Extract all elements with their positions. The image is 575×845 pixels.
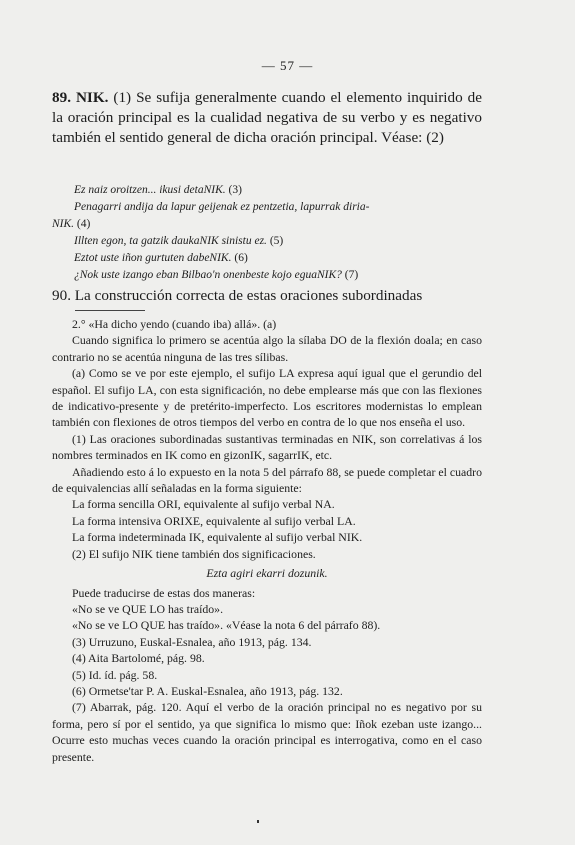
example-line: Illten egon, ta gatzik daukaNIK sinistu ez. (5) — [74, 235, 284, 247]
note-line: (4) Aita Bartolomé, pág. 98. — [72, 651, 205, 666]
example-line: Eztot uste iñon gurtuten dabeNIK. (6) — [74, 252, 248, 264]
footnotes — [52, 316, 482, 765]
paragraph-89 — [52, 88, 482, 148]
note-line: Cuando significa lo primero se acentúa algo la sílaba DO de la flexión doala; en caso contrario no se acentúa ninguna de las tres sílibas. — [52, 333, 482, 364]
note-example: Ezta agiri ekarri dozunik. — [206, 566, 328, 581]
note-line: (a) Como se ve por este ejemplo, el sufijo LA expresa aquí igual que el gerundio del español. El sufijo LA, con esta significación, no debe emplearse más que con las flexiones de indicativo-presente y de pretérito-imperfecto. Los escritores modernistas lo emplean también con flexiones de otros tiempos del verbo en contra de lo que nos enseña el uso. — [52, 366, 482, 430]
paragraph-89-text: (1) Se sufija generalmente cuando el elemento inquirido de la oración principal es la cualidad negativa de su verbo y es negativo también el sentido general de dicha oración principal. Véase: (2) — [52, 89, 483, 146]
note-line: La forma sencilla ORI, equivalente al sufijo verbal NA. — [72, 497, 335, 512]
note-line: (2) El sufijo NIK tiene también dos significaciones. — [72, 546, 316, 561]
note-line: «No se ve QUE LO has traído». — [72, 601, 224, 616]
paragraph-90: 90. La construcción correcta de estas oraciones subordinadas — [52, 287, 423, 304]
note-line: (6) Ormetse'tar P. A. Euskal-Esnalea, año 1913, pág. 132. — [72, 683, 343, 698]
paragraph-89-keyword: NIK. — [75, 89, 109, 106]
note-line: Añadiendo esto á lo expuesto en la nota 5 del párrafo 88, se puede completar el cuadro de equivalencias allí señaladas en la forma siguiente: — [52, 464, 482, 496]
note-line: La forma intensiva ORIXE, equivalente al sufijo verbal LA. — [72, 513, 356, 528]
note-line: «No se ve LO QUE has traído». «Véase la nota 6 del párrafo 88). — [72, 618, 381, 633]
example-line: ¿Nok uste izango eban Bilbao'n onenbeste kojo eguaNIK? (7) — [74, 269, 359, 281]
example-line: Ez naiz oroitzen... ikusi detaNIK. (3) — [74, 184, 242, 196]
note-line: (3) Urruzuno, Euskal-Esnalea, año 1913, pág. 134. — [72, 634, 312, 649]
examples-block — [52, 182, 484, 284]
paragraph-89-number: 89. — [52, 89, 71, 106]
print-speck — [257, 820, 259, 823]
example-line: Penagarri andija da lapur geijenak ez pentzetia, lapurrak diria- — [74, 201, 370, 213]
note-line: (5) Id. íd. pág. 58. — [72, 667, 158, 682]
note-line: (1) Las oraciones subordinadas sustantivas terminadas en NIK, son correlativas á los nombres terminados en IK como en gizonIK, sagarrIK, etc. — [52, 431, 482, 463]
page-number: — 57 — — [261, 58, 314, 73]
note-line: 2.° «Ha dicho yendo (cuando iba) allá». (a) — [72, 317, 277, 331]
note-line: La forma indeterminada IK, equivalente al sufijo verbal NIK. — [72, 530, 363, 545]
footnote-divider — [75, 310, 145, 311]
note-line: Puede traducirse de estas dos maneras: — [72, 585, 256, 600]
note-line: (7) Abarrak, pág. 120. Aquí el verbo de la oración principal no es negativo por su forma, pero sí por el sentido, ya que significa lo mismo que: Iñok ezeban uste izango... Ocurre esto muchas veces cuando la oración principal es interrogativa, como en el caso presente. — [52, 700, 482, 764]
example-line: NIK. (4) — [52, 218, 91, 230]
